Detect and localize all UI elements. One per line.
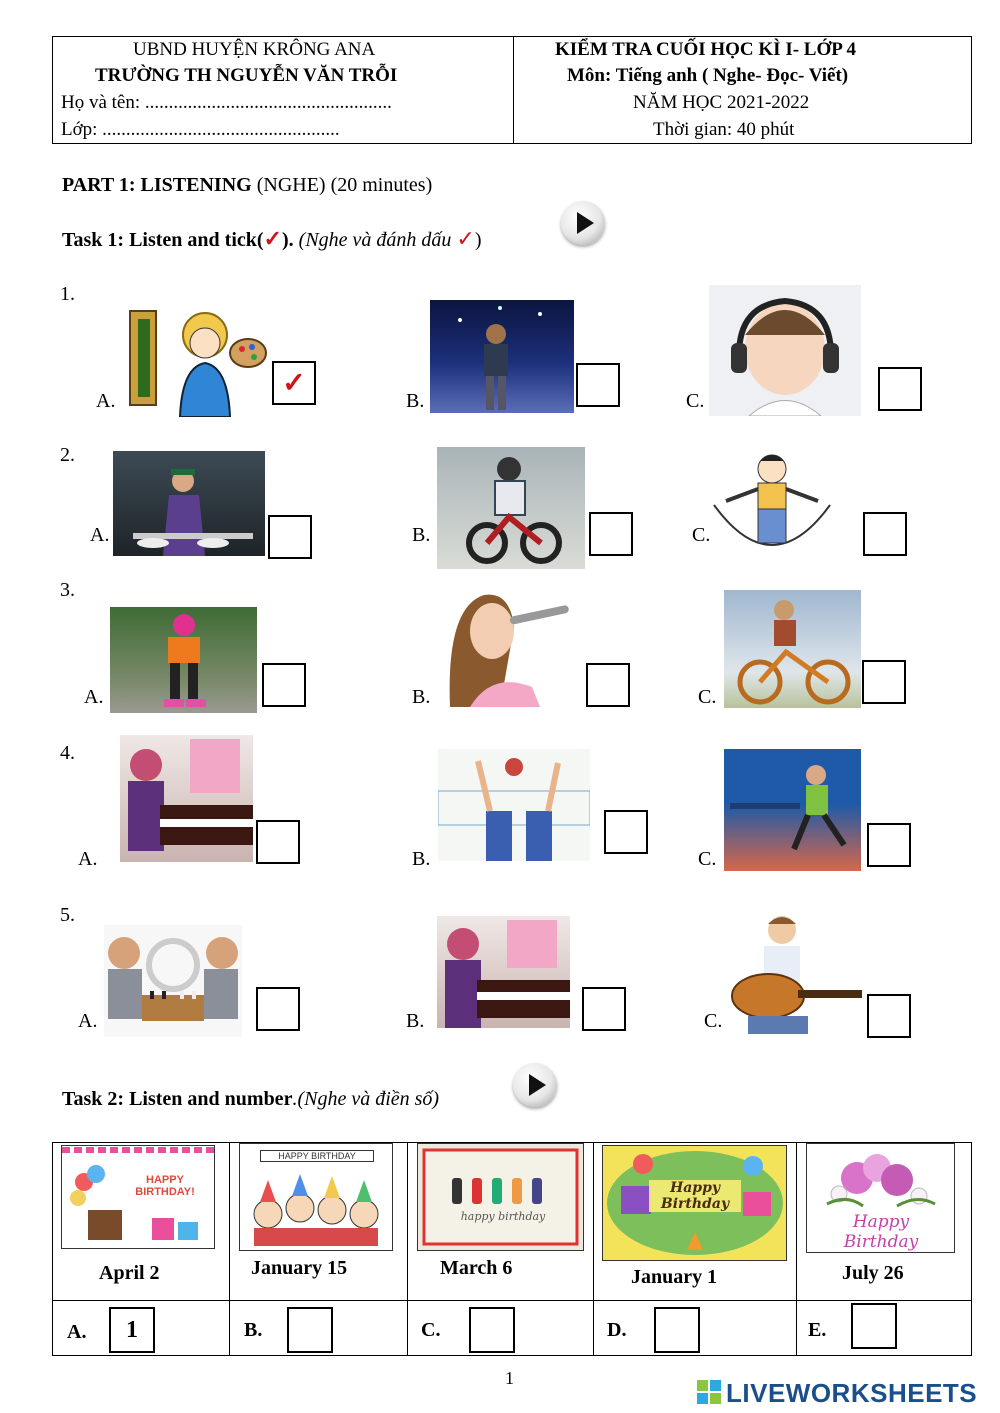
option-letter: C.: [698, 686, 717, 708]
option-letter: B.: [412, 848, 431, 870]
answer-box[interactable]: [878, 367, 922, 411]
boy-playing-piano-picture: [120, 735, 253, 862]
card-text: HAPPY BIRTHDAY: [260, 1150, 374, 1162]
answer-box[interactable]: [589, 512, 633, 556]
checkmark-icon: ✓: [263, 226, 282, 251]
exam-duration: Thời gian: 40 phút: [653, 119, 795, 140]
table-divider: [229, 1143, 230, 1355]
answer-box[interactable]: [862, 660, 906, 704]
answer-box[interactable]: [272, 361, 316, 405]
question-number: 5.: [60, 904, 75, 926]
birthday-card-picture: [602, 1145, 787, 1261]
question-number: 3.: [60, 579, 75, 601]
answer-box[interactable]: [262, 663, 306, 707]
playing-table-tennis-picture: [724, 749, 861, 871]
header-divider: [513, 37, 514, 143]
child-with-headphones-picture: [709, 285, 861, 416]
card-date: January 15: [251, 1257, 348, 1279]
task1-title: [62, 226, 482, 252]
task1-title-end: ): [474, 229, 482, 251]
answer-box[interactable]: [654, 1307, 700, 1353]
card-text: Happy Birthday: [649, 1180, 741, 1212]
option-letter: A.: [84, 686, 104, 708]
header-table: [52, 36, 972, 144]
option-letter: B.: [406, 1010, 425, 1032]
option-letter: C.: [686, 390, 705, 412]
task2-title: [62, 1088, 439, 1111]
option-letter: D.: [607, 1319, 627, 1341]
page-number: 1: [505, 1368, 514, 1388]
boy-playing-piano-picture: [437, 916, 570, 1028]
student-name-field[interactable]: Họ và tên: ....................................................: [61, 92, 392, 113]
district-name: UBND HUYỆN KRÔNG ANA: [133, 39, 376, 60]
part1-title: [62, 174, 432, 197]
card-date: July 26: [842, 1262, 904, 1284]
option-letter: E.: [808, 1319, 827, 1341]
checkmark-icon: ✓: [282, 368, 306, 399]
option-letter: A.: [78, 848, 98, 870]
answer-box[interactable]: [256, 820, 300, 864]
table-divider: [407, 1143, 408, 1355]
playing-volleyball-picture: [438, 749, 590, 861]
option-letter: A.: [90, 524, 110, 546]
boy-singing-on-stage-picture: [430, 300, 574, 413]
option-letter: B.: [406, 390, 425, 412]
option-letter: C.: [692, 524, 711, 546]
task1-title-italic: (Nghe và đánh dấu: [293, 229, 457, 251]
liveworksheets-logo-icon: [697, 1380, 721, 1404]
school-year: NĂM HỌC 2021-2022: [633, 92, 810, 113]
task2-table: [52, 1142, 972, 1356]
school-name: TRƯỜNG TH NGUYỄN VĂN TRỖI: [95, 65, 398, 86]
man-cooking-picture: [113, 451, 265, 556]
answer-value: 1: [126, 1316, 138, 1343]
boy-playing-guitar-picture: [728, 910, 862, 1037]
birthday-card-picture: [806, 1143, 955, 1253]
task1-title-bold: Task 1: Listen and tick(: [62, 229, 264, 251]
exam-title: KIỂM TRA CUỐI HỌC KÌ I- LỚP 4: [555, 39, 857, 60]
task2-title-italic: .(Nghe và điền số): [292, 1088, 440, 1110]
answer-box[interactable]: [867, 823, 911, 867]
card-date: January 1: [631, 1266, 718, 1288]
option-letter: C.: [698, 848, 717, 870]
option-letter: A.: [96, 390, 116, 412]
birthday-card-picture: [239, 1143, 393, 1251]
part1-title-bold: PART 1: LISTENING: [62, 174, 252, 196]
option-letter: B.: [412, 524, 431, 546]
task2-title-bold: Task 2: Listen and number: [62, 1088, 293, 1110]
question-number: 1.: [60, 283, 75, 305]
table-divider: [593, 1143, 594, 1355]
option-letter: C.: [704, 1010, 723, 1032]
question-number: 2.: [60, 444, 75, 466]
girl-singing-microphone-picture: [440, 587, 582, 707]
answer-box[interactable]: [586, 663, 630, 707]
girl-riding-bike-picture: [724, 590, 861, 708]
option-letter: A.: [78, 1010, 98, 1032]
checkmark-icon: ✓: [456, 226, 475, 251]
answer-box[interactable]: [287, 1307, 333, 1353]
class-field[interactable]: Lớp: ..................................................: [61, 119, 340, 140]
answer-box[interactable]: [109, 1307, 155, 1353]
child-riding-bike-picture: [437, 447, 585, 569]
table-divider: [796, 1143, 797, 1355]
option-letter: B.: [412, 686, 431, 708]
boy-skipping-rope-picture: [708, 445, 836, 568]
task1-title-bold-end: ).: [281, 229, 294, 251]
play-button-icon[interactable]: [513, 1063, 557, 1107]
card-date: March 6: [440, 1257, 513, 1279]
card-text: Happy Birthday: [843, 1212, 919, 1252]
part1-title-rest: (NGHE) (20 minutes): [251, 174, 433, 196]
boys-playing-chess-picture: [104, 925, 242, 1037]
question-number: 4.: [60, 742, 75, 764]
answer-box[interactable]: [469, 1307, 515, 1353]
card-text: HAPPY BIRTHDAY!: [135, 1174, 195, 1198]
birthday-card-picture: [417, 1143, 584, 1251]
answer-box[interactable]: [604, 810, 648, 854]
option-letter: B.: [244, 1319, 263, 1341]
answer-box[interactable]: [582, 987, 626, 1031]
exam-subject: Môn: Tiếng anh ( Nghe- Đọc- Viết): [567, 65, 849, 86]
answer-box[interactable]: [268, 515, 312, 559]
answer-box[interactable]: [576, 363, 620, 407]
answer-box[interactable]: [863, 512, 907, 556]
table-divider: [53, 1300, 971, 1301]
answer-box[interactable]: [867, 994, 911, 1038]
boy-painting-picture: [120, 305, 270, 417]
play-button-icon[interactable]: [561, 201, 605, 245]
brand-name[interactable]: LIVEWORKSHEETS: [726, 1378, 978, 1408]
birthday-card-picture: [61, 1145, 215, 1249]
option-letter: C.: [421, 1319, 441, 1341]
answer-box[interactable]: [851, 1303, 897, 1349]
child-roller-skating-picture: [110, 607, 257, 713]
card-date: April 2: [99, 1262, 160, 1284]
option-letter: A.: [67, 1321, 87, 1343]
card-text: happy birthday: [460, 1210, 546, 1223]
answer-box[interactable]: [256, 987, 300, 1031]
